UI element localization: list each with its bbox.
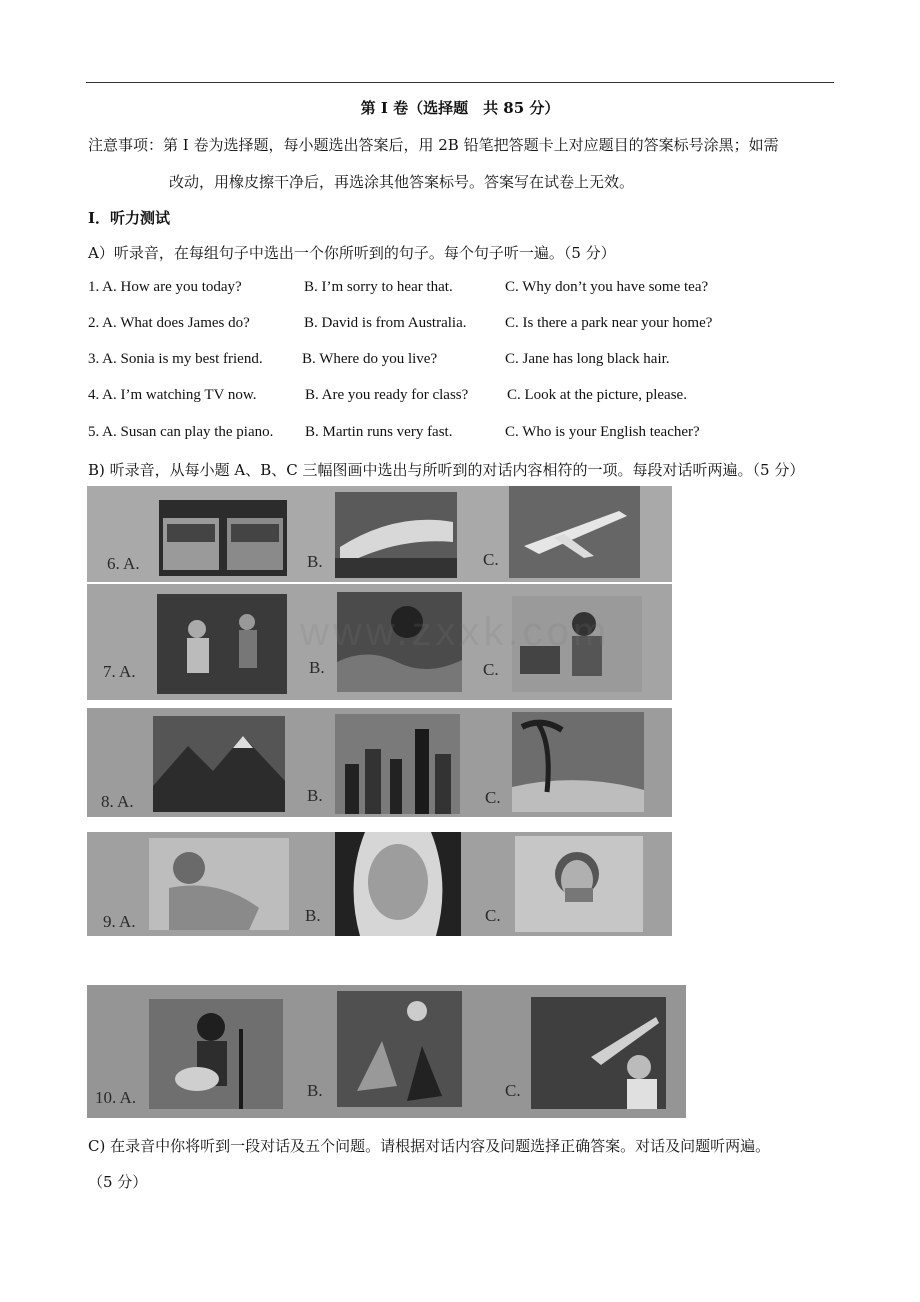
q5-option-a: 5. A. Susan can play the piano. [88,424,274,440]
q6-label-c: C. [483,550,499,569]
section-heading: I．听力测试 [88,209,171,227]
q8-label-c: C. [485,788,501,807]
q3-option-c: C. Jane has long black hair. [505,351,670,367]
toothache-picture [335,832,461,936]
picture-row-10 [87,985,686,1118]
q10-label-a: 10. A. [95,1088,137,1107]
watermark: www.zxxk.com [300,610,611,654]
q5-option-b: B. Martin runs very fast. [305,424,453,440]
q8-label-b: B. [307,786,323,805]
q9-label-a: 9. A. [103,912,136,931]
cough-picture [515,836,643,932]
soccer-picture [157,594,287,694]
top-rule [86,82,834,83]
train-picture [335,492,457,578]
note-line-1: 注意事项：第 I 卷为选择题，每小题选出答案后，用 2B 铅笔把答题卡上对应题目的答案标号涂黑；如需 [88,136,779,154]
picture-row-8 [87,708,672,817]
q6-label-b: B. [307,552,323,571]
q4-option-b: B. Are you ready for class? [305,387,469,403]
part-a-instruction: A）听录音，在每组句子中选出一个你所听到的句子。每个句子听一遍。（5 分） [88,244,616,262]
teacher-picture [531,997,666,1109]
part-c-instruction-line-1: C) 在录音中你将听到一段对话及五个问题。请根据对话内容及问题选择正确答案。对话及问题听两遍。 [88,1137,771,1155]
q1-option-c: C. Why don’t you have some tea? [505,279,709,295]
q8-label-a: 8. A. [101,792,134,811]
q2-option-c: C. Is there a park near your home? [505,315,713,331]
q7-label-a: 7. A. [103,662,136,681]
q3-option-a: 3. A. Sonia is my best friend. [88,351,263,367]
q6-label-a: 6. A. [107,554,140,573]
part-b-instruction: B) 听录音，从每小题 A、B、C 三幅图画中选出与所听到的对话内容相符的一项。每段对话听两遍。（5 分） [88,461,805,479]
woman-picture [149,838,289,930]
q9-label-c: C. [485,906,501,925]
q5-option-c: C. Who is your English teacher? [505,424,700,440]
picture-row-6 [87,486,672,582]
page-title: 第 I 卷（选择题 共 85 分） [360,99,560,117]
q7-label-c: C. [483,660,499,679]
note-line-2: 改动，用橡皮擦干净后，再选涂其他答案标号。答案写在试卷上无效。 [169,173,635,191]
part-c-instruction-line-2: （5 分） [88,1173,148,1191]
picture-row-9 [87,832,672,936]
bus-pictures [159,500,287,576]
q2-option-b: B. David is from Australia. [304,315,467,331]
q1-option-a: 1. A. How are you today? [88,279,242,295]
basketball-picture [337,991,462,1107]
city-picture [335,714,460,814]
q9-label-b: B. [305,906,321,925]
q7-label-b: B. [309,658,325,677]
q10-label-c: C. [505,1081,521,1100]
q3-option-b: B. Where do you live? [302,351,438,367]
q10-label-b: B. [307,1081,323,1100]
mountain-picture [153,716,285,812]
q2-option-a: 2. A. What does James do? [88,315,250,331]
q1-option-b: B. I’m sorry to hear that. [304,279,453,295]
guitar-picture [149,999,283,1109]
q4-option-c: C. Look at the picture, please. [507,387,687,403]
q4-option-a: 4. A. I’m watching TV now. [88,387,257,403]
beach-picture [512,712,644,812]
airplane-picture [509,486,640,578]
